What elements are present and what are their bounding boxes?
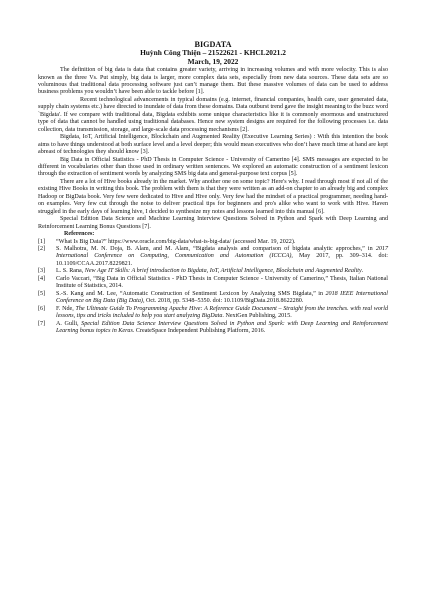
reference-number: [4]: [38, 275, 46, 282]
reference-text: L. S. Rana,: [56, 268, 85, 275]
reference-venue: New Age IT Skills: A brief introduction to Bigdata, IoT, Artificial Intelligence, Blockchain and Augmented Reality: [84, 268, 362, 275]
reference-venue: 2018 IEEE International Conference on Big Data (Big Data): [56, 290, 388, 305]
reference-item: [38, 239, 388, 246]
reference-number: [3]: [38, 268, 46, 275]
paragraph-2: Recent technological advancements in typical domains (e.g. internet, financial companies, health care, user generated data, supply chain systems etc.) have directed to inundate of data from these domains. Data outburst trend gave the insight meaning to the buzz word `Bigdata'. If we compare with traditional data, Bigdata exhibits some unique characteristics like it is commonly enormous and unstructured type of data that cannot be handled using traditional databases. Hence new system designs are required for the following processes i.e. data collection, data transmission, storage, and large-scale data processing mechanisms [2].: [38, 96, 388, 133]
reference-text: S.-S. Kang and M. Lee, “Automatic Construction of Sentiment Lexicon by Analyzing SMS Bigdata,” in: [56, 290, 326, 297]
reference-venue: 2017 International Conference on Computing, Communication and Automation (ICCCA): [56, 245, 388, 260]
reference-text-tail: , Oct. 2018, pp. 5348–5350. doi: 10.1109/BigData.2018.8622280.: [142, 298, 304, 305]
reference-text-tail: . NextGen Publishing, 2015.: [222, 313, 292, 320]
date-line: March, 19, 2022: [187, 57, 239, 66]
author-line: Huỳnh Công Thiện – 21522621 - KHCL2021.2: [140, 48, 286, 58]
reference-text: S. Malhotra, M. N. Doja, B. Alam, and M. Alam, “Bigdata analysis and comparison of bigdata analytic approches,” in: [56, 245, 376, 252]
paragraph-1: The definition of big data is data that contains greater variety, arriving in increasing volumes and with more velocity. This is also known as the three Vs. Put simply, big data is larger, more complex data sets, especially from new data sources. These data sets are so voluminous that traditional data processing software just can’t manage them. But these massive volumes of data can be used to address business problems you wouldn’t have been able to tackle before [1].: [38, 67, 388, 96]
reference-text-tail: , May 2017, pp. 309–314. doi: 10.1109/CCAA.2017.8229821.: [56, 253, 388, 267]
references-heading: References:: [64, 231, 95, 238]
reference-item: [38, 321, 388, 336]
paragraph-6: Special Edition Data Science and Machine Learning Interview Questions Solved in Python and Spark with Deep Learning and Reinforcement Learning Bonus Questions [7].: [38, 216, 388, 230]
reference-item: [38, 291, 388, 306]
document-title: BIGDATA: [194, 40, 232, 49]
reference-venue: Special Edition Data Science Interview Questions Solved in Python and Spark: with Deep Learning and Reinforcement Learning bonus topics in Keras: [56, 320, 388, 334]
reference-item: [38, 268, 388, 275]
reference-text-tail: . CreateSpace Independent Publishing Platform, 2016.: [132, 327, 266, 334]
reference-list: [38, 239, 388, 336]
reference-number: [5]: [38, 290, 46, 297]
reference-venue: The Ultimate Guide To Programming Apache Hive: A Reference Guide Document – Straight from the trenches. with real world lessons, tips and tricks included to help you start analyzing BigData: [56, 305, 388, 320]
reference-text: A. Gulli,: [56, 320, 82, 327]
reference-number: [2]: [38, 245, 46, 252]
reference-number: [1]: [38, 238, 46, 245]
reference-number: [7]: [38, 320, 46, 327]
reference-item: [38, 306, 388, 321]
reference-text: Carlo Vaccari, “Big Data in Official Statistics - PhD Thesis in Computer Science - University of Camerino,” Thesis, Italian National Institute of Statistics, 2014.: [56, 275, 388, 290]
reference-item: [38, 276, 388, 291]
paragraph-5: There are a lot of Hive books already in the market. Why another one on some topic? Here's why. I read through most if not all of the existing Hive Books in writing this book. The problem with them is that they were written as an add-on chapter to an already big and complex Hadoop or BigData book. Very few were dedicated to Hive and Hive only. Very few had the mindset of a practical programmer, needing hand-on examples. Very few cut through the noise to deliver practical tips for beginners and pro's alike who want to work with Hive. Haven struggled in the early days of learning hive, I decided to synthesize my notes and lessons learned into this manual [6].: [38, 178, 388, 215]
reference-text: F. Nde,: [56, 305, 76, 312]
reference-number: [6]: [38, 305, 46, 312]
reference-text-tail: .: [361, 268, 364, 275]
reference-text: “What Is Big Data?” https://www.oracle.com/big-data/what-is-big-data/ (accessed Mar. 19, 2022).: [56, 238, 296, 245]
paragraph-4: Big Data in Official Statistics - PhD Thesis in Computer Science - University of Camerino [4]. SMS messages are expected to be different in vocabularies other than those used in ordinary written sentences. We explored an automatic construction of a sentiment lexicon through the extraction of sentiment words by analyzing SMS big data and general-purpose text corpus [5].: [38, 156, 388, 178]
paragraph-3: Bigdata, IoT, Artificial Intelligence, Blockchain and Augmented Reality (Executive Learning Series) : With this intention the book aims to have things understood at both surface level and a level deeper; this would mean executives who don’t have much time at hand are kept abreast of technologies they should know [3].: [38, 134, 389, 156]
reference-item: [38, 246, 388, 268]
